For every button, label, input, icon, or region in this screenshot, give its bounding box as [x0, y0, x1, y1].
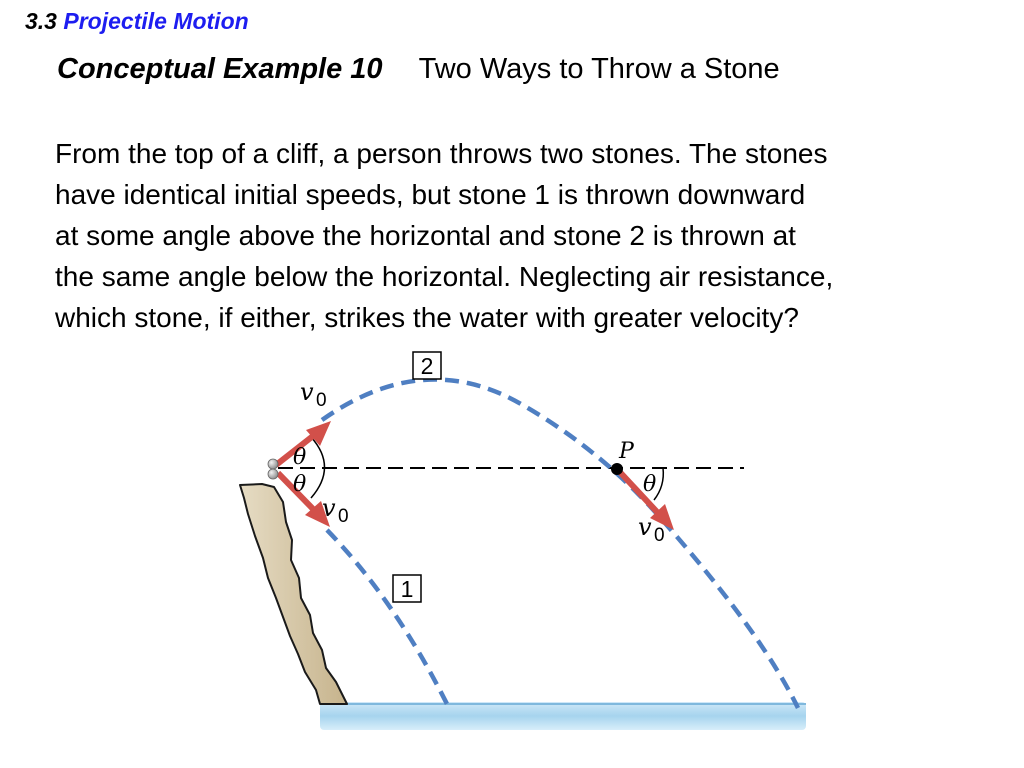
stone-2-icon	[268, 459, 278, 469]
velocity-subscript-point-p: 0	[654, 525, 665, 546]
stone-1-icon	[268, 469, 278, 479]
problem-line-2: have identical initial speeds, but stone 1 is thrown downward	[55, 179, 806, 210]
water-surface	[320, 702, 806, 730]
example-name: Two Ways to Throw a Stone	[418, 53, 780, 85]
stone-1-label: 1	[400, 576, 414, 602]
section-title: Projectile Motion	[63, 8, 249, 34]
problem-line-5: which stone, if either, strikes the water with greater velocity?	[55, 302, 799, 333]
section-number: 3.3	[25, 8, 57, 34]
trajectory-stone-1	[327, 530, 448, 706]
point-p-dot	[611, 463, 623, 475]
velocity-label-point-p: v	[638, 513, 652, 541]
example-label: Conceptual Example 10	[57, 53, 383, 85]
angle-label-upper: θ	[293, 445, 307, 470]
angle-label-point-p: θ	[643, 472, 657, 497]
angle-label-lower: θ	[293, 472, 307, 497]
velocity-subscript-stone-1: 0	[338, 506, 349, 527]
problem-line-4: the same angle below the horizontal. Neglecting air resistance,	[55, 261, 834, 292]
stone-2-label: 2	[420, 353, 434, 379]
point-p-label: P	[619, 439, 634, 464]
velocity-label-stone-1: v	[322, 494, 336, 522]
velocity-label-stone-2: v	[300, 378, 314, 406]
velocity-subscript-stone-2: 0	[316, 390, 327, 411]
problem-line-3: at some angle above the horizontal and stone 2 is thrown at	[55, 220, 796, 251]
trajectory-stone-2	[322, 380, 798, 709]
problem-line-1: From the top of a cliff, a person throws two stones. The stones	[55, 138, 828, 169]
